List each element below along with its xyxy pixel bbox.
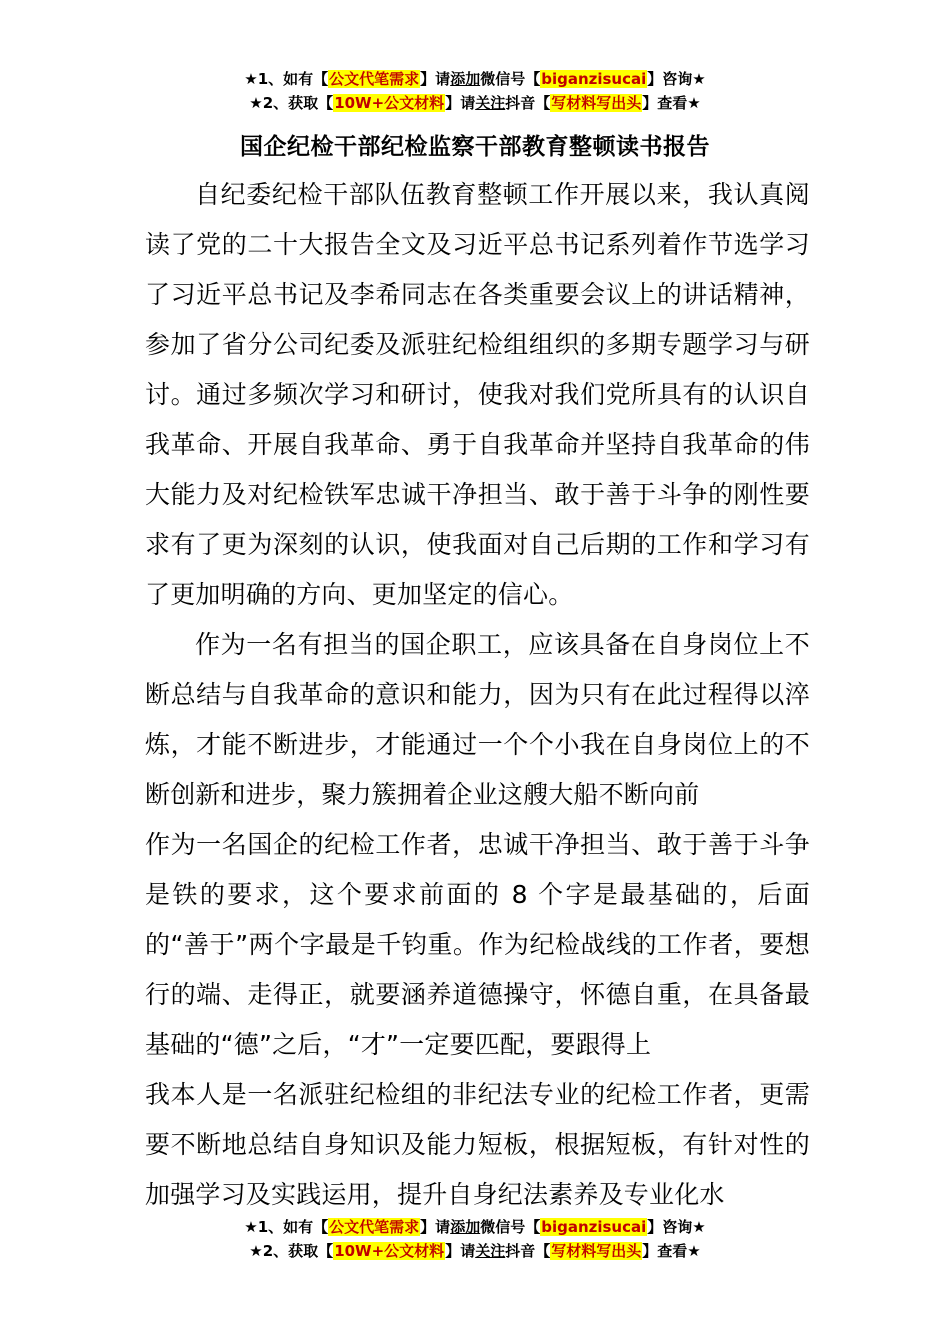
promo-text: ★2、获取【 [249,94,334,112]
promo-text: 微信号【 [480,1218,541,1236]
promo-underlined: 关注 [475,94,506,112]
promo-text: 】请 [445,94,476,112]
body-paragraph: 我本人是一名派驻纪检组的非纪法专业的纪检工作者，更需要不断地总结自身知识及能力短板，根据短板，有针对性的加强学习及实践运用，提升自身纪法素养及专业化水 [145,1080,810,1209]
promo-text: 】咨询★ [647,1218,706,1236]
promo-line-2 [0,92,950,116]
promo-line-1 [0,1216,950,1240]
document-body [145,170,810,1220]
promo-underlined: 添加 [450,70,481,88]
promo-text: ★1、如有【 [244,1218,329,1236]
promo-wechat-id: biganzisucai [541,70,647,88]
body-paragraph: 作为一名有担当的国企职工，应该具备在自身岗位上不断总结与自我革命的意识和能力，因为只有在此过程得以淬炼，才能不断进步，才能通过一个个小我在自身岗位上的不断创新和进步，聚力簇拥着企业这艘大船不断向前 [145,630,810,809]
promo-douyin-id: 写材料写出头 [551,94,642,112]
promo-highlight: 10W+公文材料 [334,94,445,112]
promo-text: 】请 [420,70,451,88]
promo-text: ★2、获取【 [249,1242,334,1260]
promo-highlight: 公文代笔需求 [329,1218,420,1236]
footer-promo-banner [0,1216,950,1264]
promo-highlight: 公文代笔需求 [329,70,420,88]
promo-text: 】查看★ [642,1242,701,1260]
promo-text: 抖音【 [505,94,551,112]
promo-text: 】请 [445,1242,476,1260]
document-title: 国企纪检干部纪检监察干部教育整顿读书报告 [240,134,710,160]
promo-line-1 [0,68,950,92]
promo-wechat-id: biganzisucai [541,1218,647,1236]
promo-text: 】查看★ [642,94,701,112]
promo-underlined: 关注 [475,1242,506,1260]
promo-underlined: 添加 [450,1218,481,1236]
body-paragraph: 自纪委纪检干部队伍教育整顿工作开展以来，我认真阅读了党的二十大报告全文及习近平总书记系列着作节选学习了习近平总书记及李希同志在各类重要会议上的讲话精神，参加了省分公司纪委及派驻纪检组组织的多期专题学习与研讨。通过多频次学习和研讨，使我对我们党所具有的认识自我革命、开展自我革命、勇于自我革命并坚持自我革命的伟大能力及对纪检铁军忠诚干净担当、敢于善于斗争的刚性要求有了更为深刻的认识，使我面对自己后期的工作和学习有了更加明确的方向、更加坚定的信心。 [145,180,810,609]
promo-douyin-id: 写材料写出头 [551,1242,642,1260]
promo-text: ★1、如有【 [244,70,329,88]
promo-text: 微信号【 [480,70,541,88]
header-promo-banner [0,68,950,116]
body-paragraph: 作为一名国企的纪检工作者，忠诚干净担当、敢于善于斗争是铁的要求，这个要求前面的 8 个字是最基础的，后面的“善于”两个字最是千钧重。作为纪检战线的工作者，要想行的端、走得正，就要涵养道德操守，怀德自重，在具备最基础的“德”之后，“才”一定要匹配，要跟得上 [145,830,810,1059]
promo-text: 】请 [420,1218,451,1236]
promo-text: 抖音【 [505,1242,551,1260]
promo-line-2 [0,1240,950,1264]
promo-text: 】咨询★ [647,70,706,88]
promo-highlight: 10W+公文材料 [334,1242,445,1260]
